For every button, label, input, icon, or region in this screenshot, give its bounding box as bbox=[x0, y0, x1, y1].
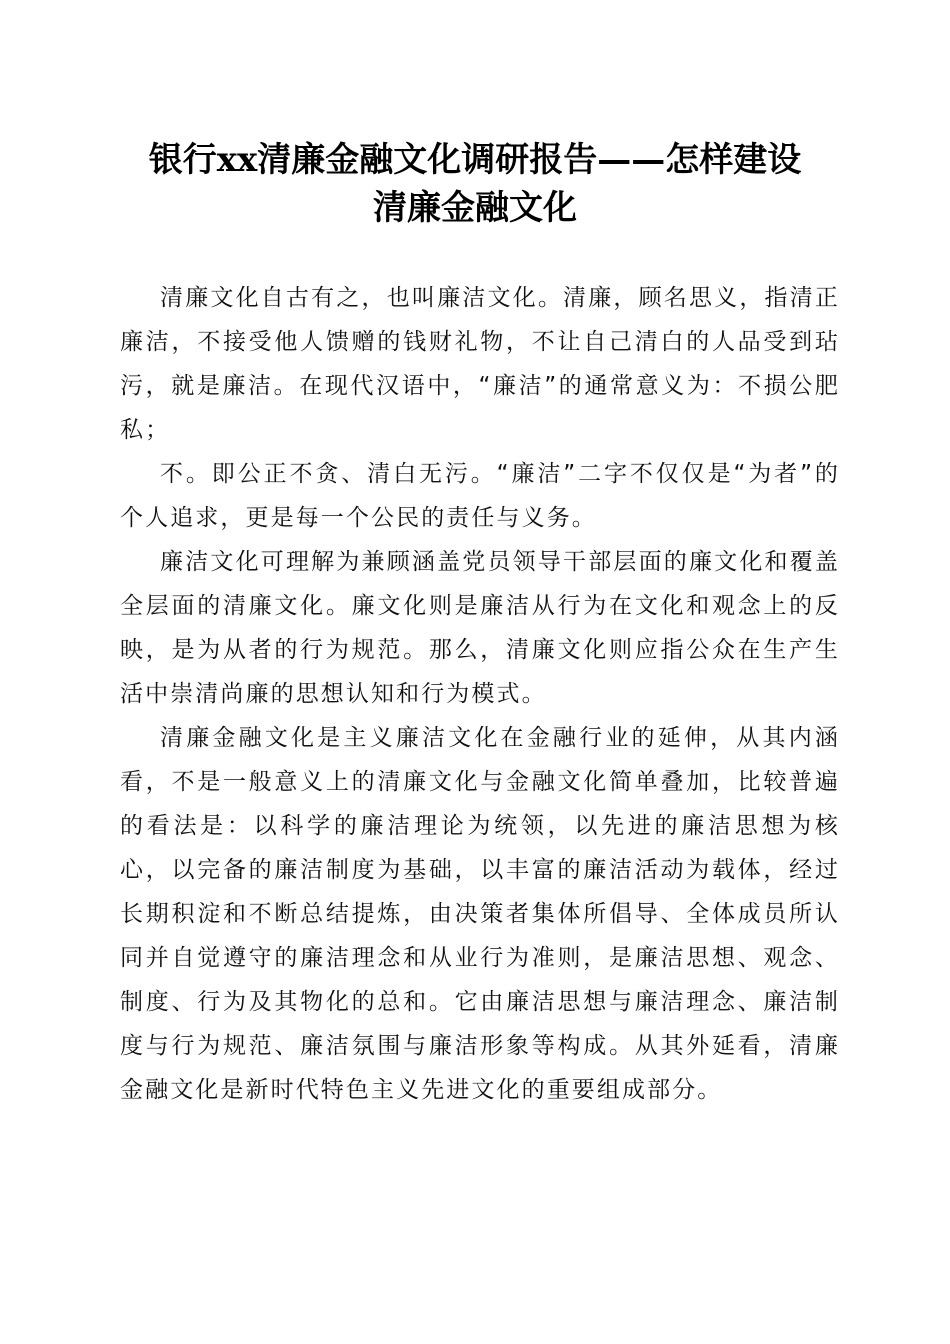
paragraph-4: 清廉金融文化是主义廉洁文化在金融行业的延伸，从其内涵看，不是一般意义上的清廉文化与金融文化简单叠加，比较普遍的看法是：以科学的廉洁理论为统领，以先进的廉洁思想为核心，以完备的廉洁制度为基础，以丰富的廉洁活动为载体，经过长期积淀和不断总结提炼，由决策者集体所倡导、全体成员所认同并自觉遵守的廉洁理念和从业行为准则，是廉洁思想、观念、制度、行为及其物化的总和。它由廉洁思想与廉洁理念、廉洁制度与行为规范、廉洁氛围与廉洁形象等构成。从其外延看，清廉金融文化是新时代特色主义先进文化的重要组成部分。 bbox=[120, 725, 840, 1103]
paragraph-3: 廉洁文化可理解为兼顾涵盖党员领导干部层面的廉文化和覆盖全层面的清廉文化。廉文化则是廉洁从行为在文化和观念上的反映，是为从者的行为规范。那么，清廉文化则应指公众在生产生活中崇清尚廉的思想认知和行为模式。 bbox=[120, 549, 840, 707]
title-line-2: 清廉金融文化 bbox=[373, 188, 577, 228]
paragraph-1: 清廉文化自古有之，也叫廉洁文化。清廉，顾名思义，指清正廉洁，不接受他人馈赠的钱财礼物，不让自己清白的人品受到玷污，就是廉洁。在现代汉语中，“廉洁”的通常意义为：不损公肥私； bbox=[120, 285, 840, 443]
paragraph-2: 不。即公正不贪、清白无污。“廉洁”二字不仅仅是“为者”的个人追求，更是每一个公民的责任与义务。 bbox=[120, 461, 840, 531]
document-title bbox=[100, 136, 850, 232]
document-body bbox=[120, 276, 840, 1112]
title-line-1: 银行xx清廉金融文化调研报告——怎样建设 bbox=[148, 140, 802, 180]
